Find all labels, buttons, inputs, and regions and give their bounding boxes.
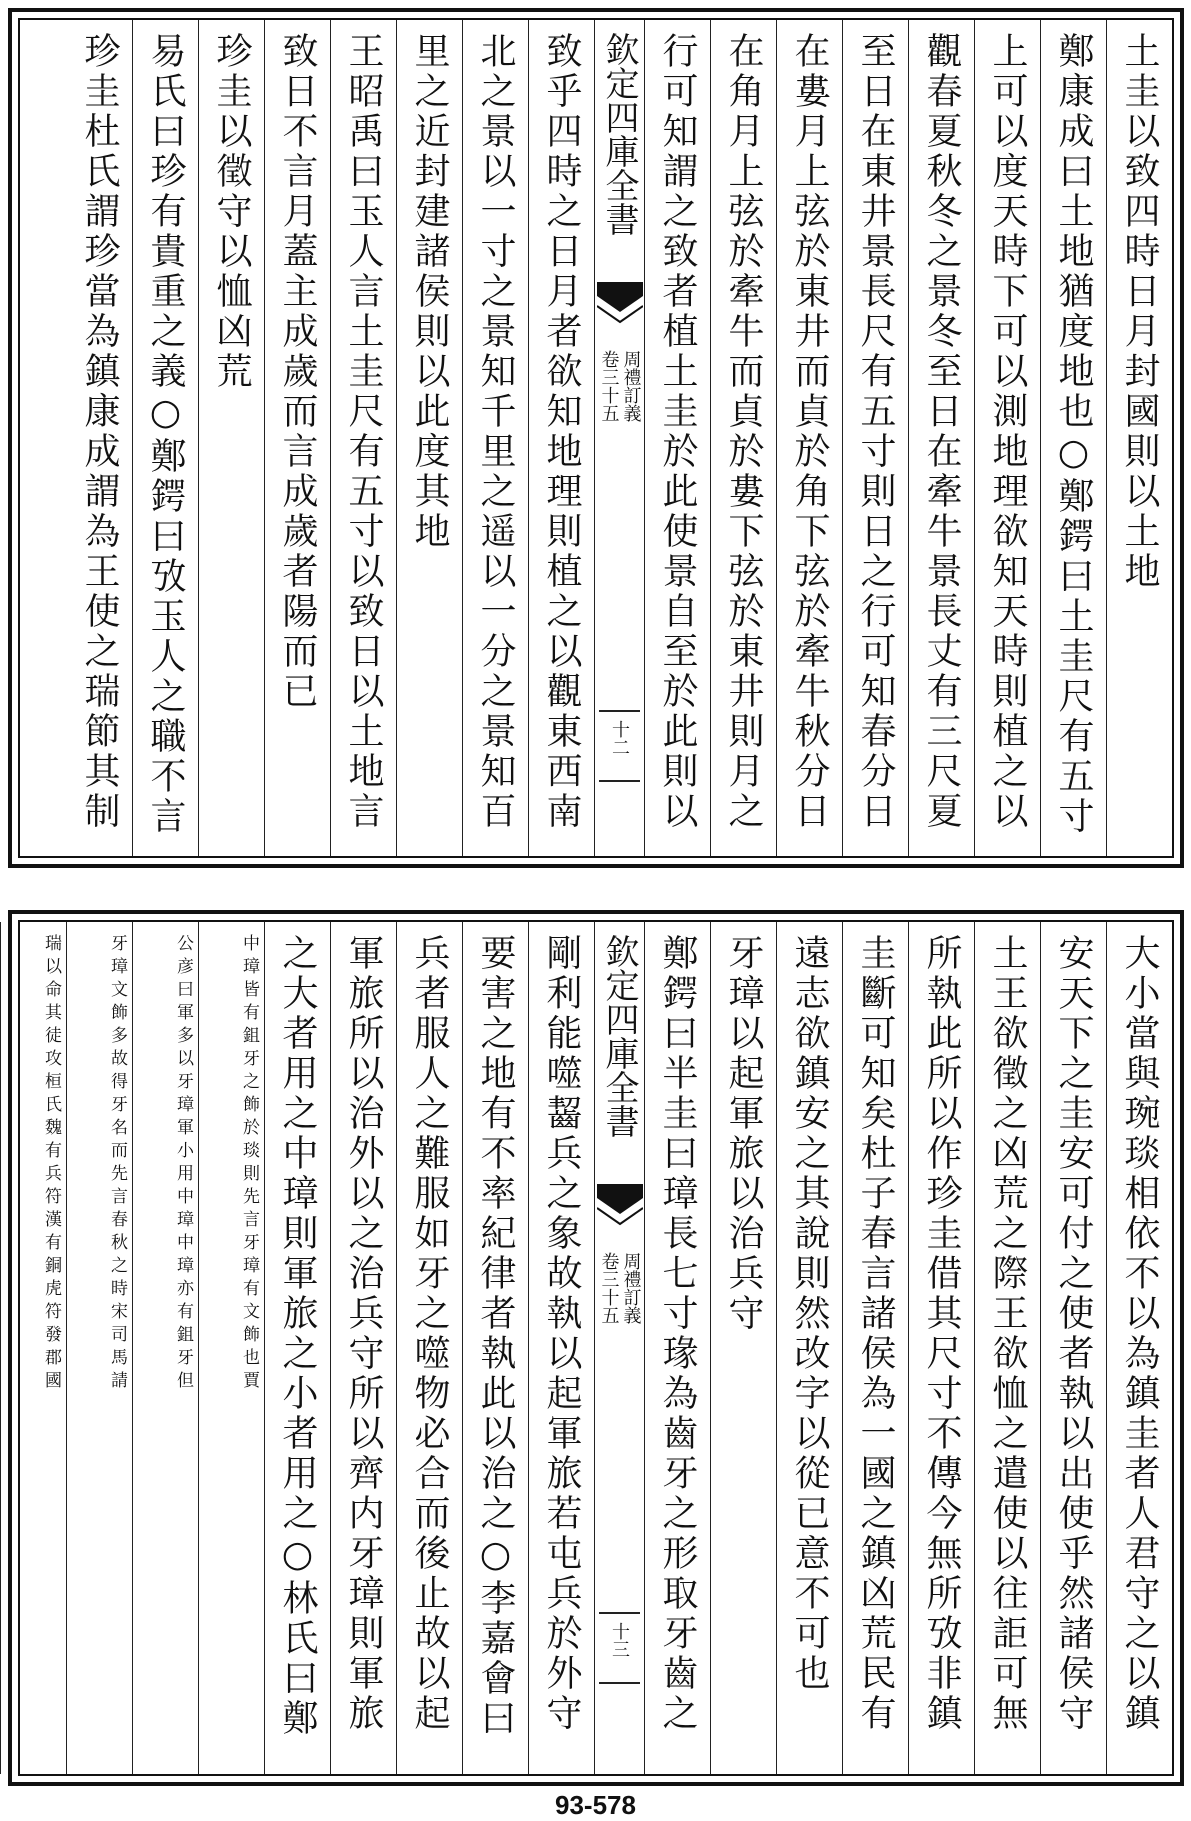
text-column: 鄭康成曰土地猶度地也○鄭鍔曰土圭尺有五寸	[1040, 20, 1106, 856]
text-column: 致日不言月蓋主成歲而言成歲者陽而已	[264, 20, 330, 856]
bottom-page	[8, 910, 1184, 1786]
text-column: 安天下之圭安可付之使者執以出使乎然諸侯守	[1040, 922, 1106, 1774]
text-column: 行可知謂之致者植土圭於此使景自至於此則以	[644, 20, 710, 856]
page-spine	[594, 922, 644, 1774]
annotation-column	[66, 922, 132, 1774]
text-column: 在婁月上弦於東井而貞於角下弦於牽牛秋分日	[776, 20, 842, 856]
text-column: 所執此所以作珍圭借其尺寸不傳今無所攷非鎮	[908, 922, 974, 1774]
spine-divider	[599, 710, 640, 712]
spine-title: 欽定四庫全書	[599, 934, 639, 1138]
text-column: 土圭以致四時日月封國則以土地	[1106, 20, 1172, 856]
spine-divider	[599, 1682, 640, 1684]
text-column: 之大者用之中璋則軍旅之小者用之○林氏曰鄭	[264, 922, 330, 1774]
annotation-column	[132, 922, 198, 1774]
spine-divider	[599, 780, 640, 782]
text-column: 致乎四時之日月者欲知地理則植之以觀東西南	[528, 20, 594, 856]
text-column: 剛利能噬齧兵之象故執以起軍旅若屯兵於外守	[528, 922, 594, 1774]
annotation-column	[0, 922, 66, 1774]
fishtail-mark-icon	[597, 282, 643, 338]
spine-volume	[595, 1252, 644, 1324]
text-column: 鄭鍔曰半圭曰璋長七寸瑑為齒牙之形取牙齒之	[644, 922, 710, 1774]
annotation-text: 瑞以命其徒攻桓氏魏有兵符漢有銅虎符發郡國	[41, 934, 61, 1394]
text-column: 在角月上弦於牽牛而貞於婁下弦於東井則月之	[710, 20, 776, 856]
spine-chapter: 卷三十五	[598, 350, 620, 422]
bottom-page-frame	[18, 920, 1174, 1776]
text-column: 遠志欲鎮安之其說則然改字以從已意不可也	[776, 922, 842, 1774]
fishtail-mark-icon	[597, 1184, 643, 1240]
spine-book-name: 周禮訂義	[620, 350, 642, 422]
annotation-text: 牙璋文飾多故得牙名而先言春秋之時宋司馬請	[107, 934, 127, 1394]
top-page-frame	[18, 18, 1174, 858]
top-page	[8, 8, 1184, 868]
text-column: 王昭禹曰玉人言土圭尺有五寸以致日以土地言	[330, 20, 396, 856]
spine-volume	[595, 350, 644, 422]
text-column: 大小當與琬琰相依不以為鎮圭者人君守之以鎮	[1106, 922, 1172, 1774]
text-column: 珍圭以徵守以恤凶荒	[198, 20, 264, 856]
spine-chapter: 卷三十五	[598, 1252, 620, 1324]
spine-book-name: 周禮訂義	[620, 1252, 642, 1324]
text-column: 兵者服人之難服如牙之噬物必合而後止故以起	[396, 922, 462, 1774]
annotation-text: 中璋皆有鉏牙之飾於琰則先言牙璋有文飾也賈	[239, 934, 259, 1394]
text-column: 北之景以一寸之景知千里之遥以一分之景知百	[462, 20, 528, 856]
text-column: 觀春夏秋冬之景冬至日在牽牛景長丈有三尺夏	[908, 20, 974, 856]
text-column: 珍圭杜氏謂珍當為鎮康成謂為王使之瑞節其制	[79, 32, 120, 832]
text-column: 圭斷可知矣杜子春言諸侯為一國之鎮凶荒民有	[842, 922, 908, 1774]
text-column: 牙璋以起軍旅以治兵守	[710, 922, 776, 1774]
text-column: 土王欲徵之凶荒之際王欲恤之遣使以往詎可無	[974, 922, 1040, 1774]
annotation-text: 公彦曰軍多以牙璋軍小用中璋中璋亦有鉏牙但	[173, 934, 193, 1394]
annotation-column	[198, 922, 264, 1774]
text-column: 軍旅所以治外以之治兵守所以齊内牙璋則軍旅	[330, 922, 396, 1774]
text-column: 上可以度天時下可以測地理欲知天時則植之以	[974, 20, 1040, 856]
spine-title: 欽定四庫全書	[599, 32, 639, 236]
spine-page-number: 十三	[609, 1622, 630, 1658]
page-footer-number: 93-578	[555, 1790, 636, 1820]
page-spine	[594, 20, 644, 856]
text-column: 易氏曰珍有貴重之義○鄭鍔曰攷玉人之職不言	[132, 20, 198, 856]
spine-page-number: 十二	[609, 720, 630, 756]
spine-divider	[599, 1612, 640, 1614]
text-column: 里之近封建諸侯則以此度其地	[396, 20, 462, 856]
text-column: 要害之地有不率紀律者執此以治之○李嘉會曰	[462, 922, 528, 1774]
text-column: 至日在東井景長尺有五寸則日之行可知春分日	[842, 20, 908, 856]
